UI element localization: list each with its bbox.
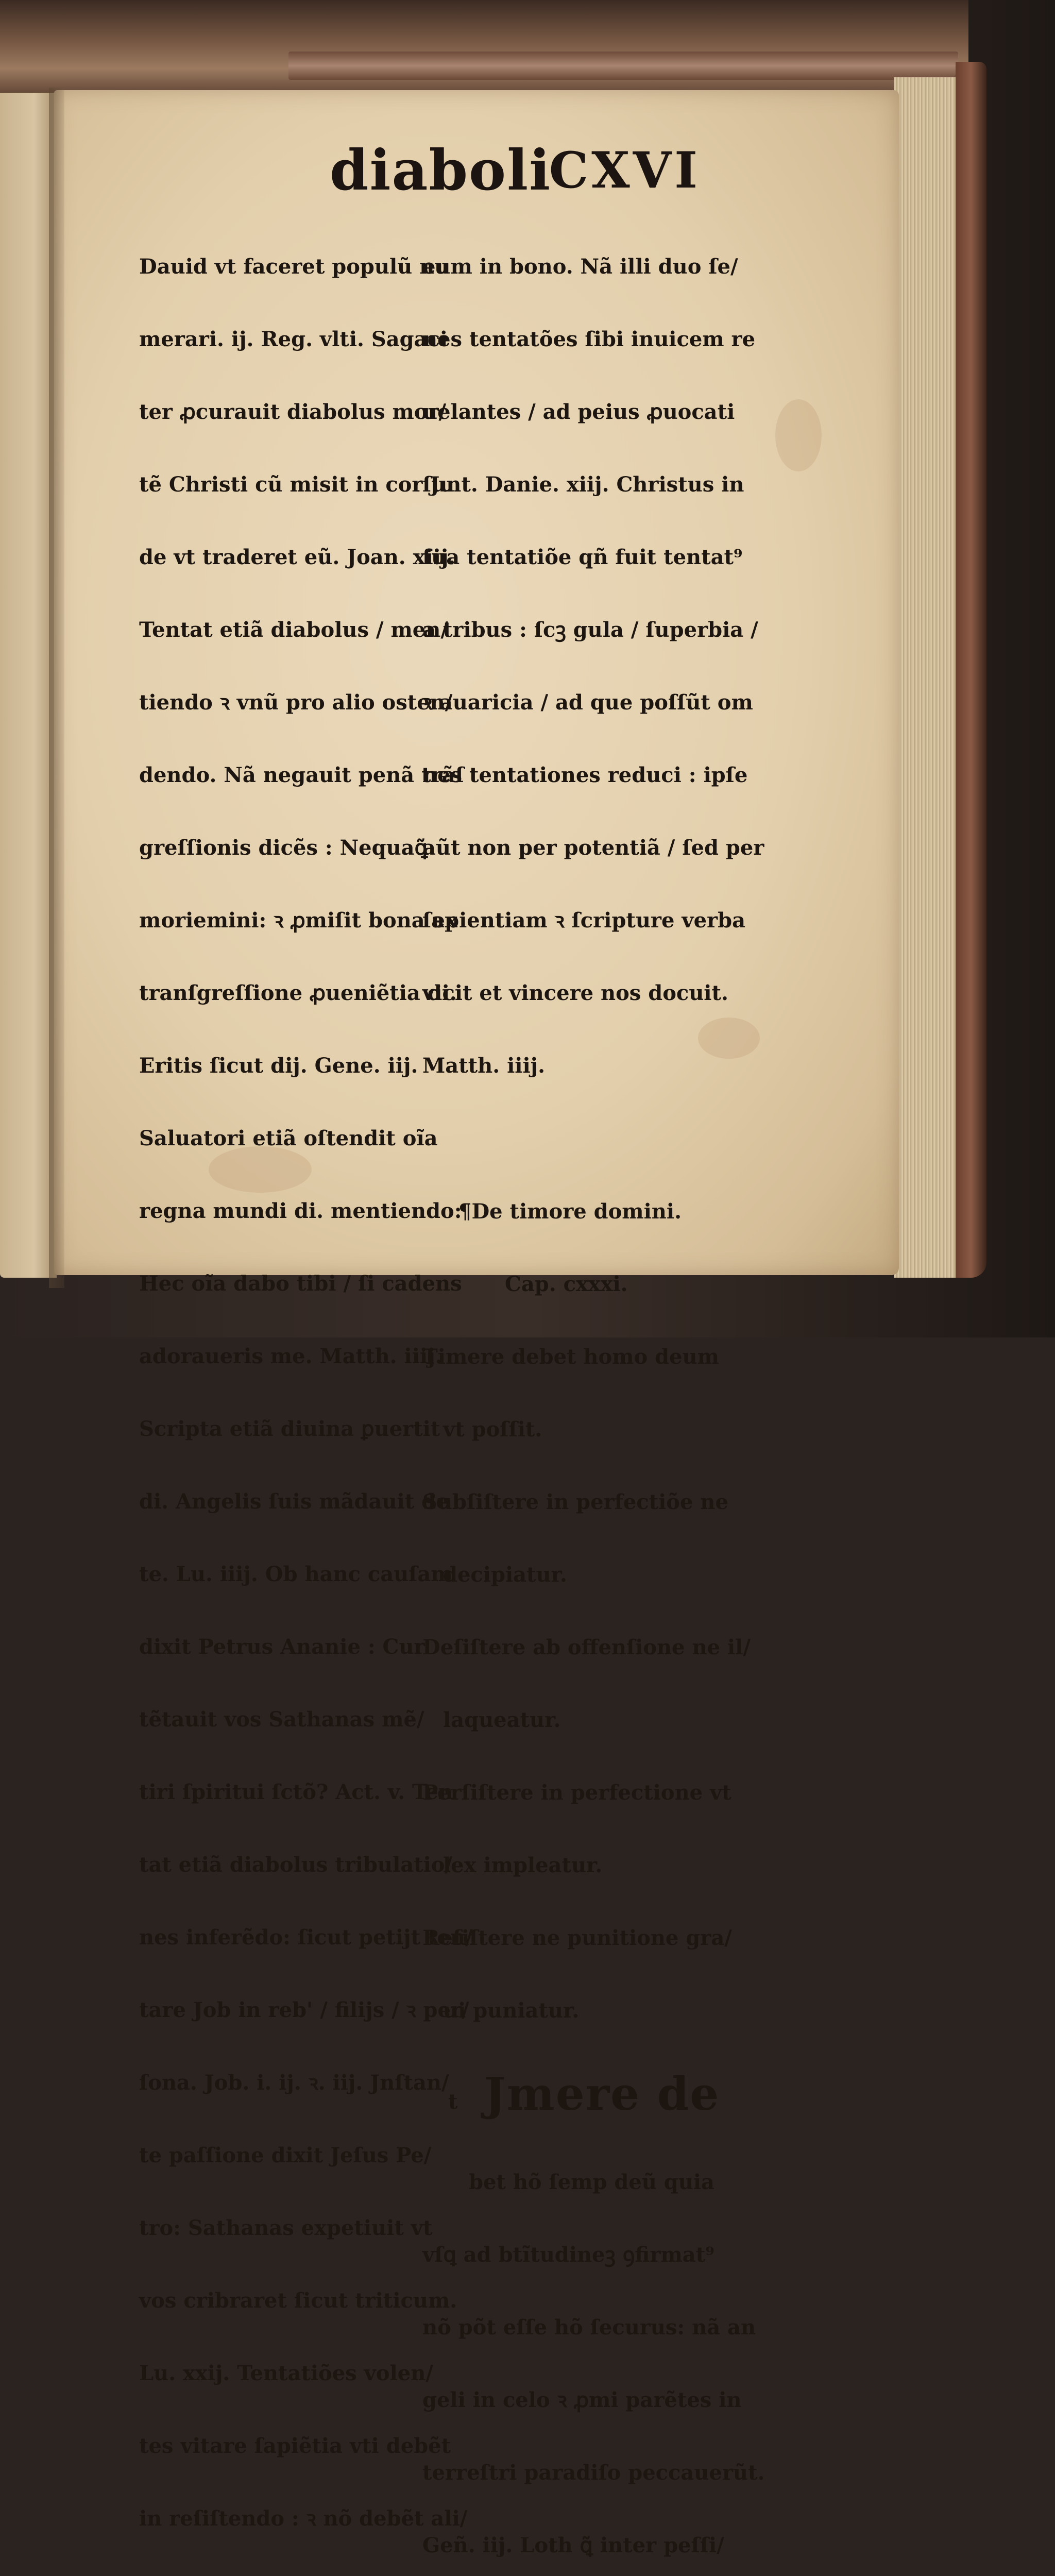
reason-line: Timere debet homo deum (422, 1345, 719, 1369)
text-line: terreſtri paradiſo peccauerũt. (422, 2461, 765, 2485)
text-line: Dauid vt faceret populũ nu (139, 255, 450, 279)
left-page-edge (0, 93, 57, 1278)
reason-line: Reſiſtere ne punitione gra/ (422, 1926, 732, 1950)
book-gutter (49, 88, 64, 1288)
text-line: ſua tentatiõe qñ fuit tentat⁹ (422, 545, 743, 569)
text-line: Matth. iiij. (422, 1054, 546, 1078)
text-line: ter ꝓcurauit diabolus mor/ (139, 400, 447, 424)
chapter-number: Cap. cxxxi. (505, 1272, 628, 1296)
text-line: Geñ. iij. Loth ꝗ̃ inter peſſi/ (422, 2533, 724, 2557)
book-cover-edge (956, 62, 986, 1278)
chapter-title: ¶De timore domini. (458, 1199, 682, 1224)
text-line: Tentat etiã diabolus / men/ (139, 618, 448, 642)
text-line: nes inferẽdo: ſicut petijt ten/ (139, 1925, 473, 1950)
paragraph-gap (422, 1126, 701, 1151)
text-line: de vt traderet eũ. Joan. xiij. (139, 545, 456, 569)
reason-line: lex impleatur. (443, 1853, 603, 1877)
text-line: aũt non per potentiã / ſed per (422, 836, 764, 860)
text-line: vicit et vincere nos docuit. (422, 981, 728, 1005)
text-line: dendo. Nã negauit penã trãſ (139, 763, 464, 787)
text-line: nes tentatões ſibi inuicem re (422, 327, 756, 351)
text-line: greſſionis dicẽs : Nequaꝗ̃ (139, 836, 428, 860)
reason-line: ui puniatur. (443, 1998, 580, 2023)
text-line: dixit Petrus Ananie : Cur (139, 1635, 425, 1659)
text-line: Scripta etiã diuina ꝑuertit (139, 1417, 440, 1441)
text-line: tiendo ꝛ vnũ pro alio osten/ (139, 690, 453, 715)
reason-line: laqueatur. (443, 1708, 561, 1732)
initial-word: Jmere de (484, 2067, 720, 2121)
initial-block (422, 2067, 720, 2122)
text-line: tare Job in reb' / filijs / ꝛ per/ (139, 1998, 469, 2022)
text-line: tiri ſpiritui ſctõ? Act. v. Ten (139, 1780, 453, 1804)
text-line: vos cribraret ſicut triticum. (139, 2289, 457, 2313)
foxing-stain (698, 1018, 760, 1059)
text-line: eum in bono. Nã illi duo ſe/ (422, 255, 738, 279)
text-line: uelantes / ad peius ꝓuocati (422, 400, 735, 424)
text-line: te. Lu. iiij. Ob hanc cauſam (139, 1562, 453, 1586)
folio-number: CXVI (549, 141, 701, 199)
book-binding-top (0, 0, 968, 98)
text-line: tat etiã diabolus tribulatio/ (139, 1853, 453, 1877)
text-line: a tribus : ſcꝫ gula / ſuperbia / (422, 618, 758, 642)
text-line: adoraueris me. Matth. iiij. (139, 1344, 443, 1368)
text-line: ꝛ auaricia / ad que poſſũt om (422, 690, 753, 715)
reason-line: decipiatur. (443, 1563, 567, 1587)
text-line: geli in celo ꝛ ꝓmi parẽtes in (422, 2388, 742, 2412)
text-line: te paſſione dixit Jeſus Pe/ (139, 2143, 432, 2167)
guide-letter: t (448, 2090, 458, 2114)
page-header (309, 138, 701, 205)
reason-line: Perſiſtere in perfectione vt (422, 1781, 731, 1805)
text-line: tẽtauit vos Sathanas mẽ/ (139, 1707, 424, 1732)
text-line: merari. ij. Reg. vlti. Sagaci (139, 327, 448, 351)
text-line: di. Angelis ſuis mãdauit de (139, 1489, 449, 1514)
text-line: bet hõ ſemp deũ quia (469, 2170, 714, 2194)
text-line: tẽ Christi cũ misit in cor Ju (139, 472, 455, 497)
text-line: Eritis ſicut dij. Gene. iij. (139, 1054, 418, 1078)
text-line: tro: Sathanas expetiuit vt (139, 2216, 433, 2240)
text-line: Hec oĩa dabo tibi / ſi cadens (139, 1272, 462, 1296)
text-line: Lu. xxij. Tentatiões volen/ (139, 2361, 433, 2385)
text-line: ſunt. Danie. xiij. Christus in (422, 472, 744, 497)
foxing-stain (775, 399, 822, 471)
text-line: in reſiſtendo : ꝛ nõ debẽt ali/ (139, 2506, 468, 2531)
text-line: nõ põt eſſe hõ ſecurus: nã an (422, 2315, 756, 2340)
text-line: tes vitare ſapiẽtia vti debẽt (139, 2434, 451, 2458)
text-line: regna mundi di. mentiendo: (139, 1199, 462, 1223)
text-line: vſꝗ ad btĩtudineꝫ ꝯfirmat⁹ (422, 2243, 714, 2267)
text-line: moriemini: ꝛ ꝓmiſit bona ex (139, 908, 457, 933)
left-text-column (139, 206, 473, 2576)
binding-leather-strip (288, 52, 958, 80)
reason-line: Subſiſtere in perfectiõe ne (422, 1490, 728, 1514)
running-head: diaboli (330, 138, 552, 203)
right-text-column (422, 206, 765, 2576)
text-line: ſona. Job. i. ij. ꝛ. iij. Jnſtan/ (139, 2071, 449, 2095)
text-line: Saluatori etiã oſtendit oĩa (139, 1126, 438, 1150)
text-line: ſapientiam ꝛ ſcripture verba (422, 908, 746, 933)
text-line: nes tentationes reduci : ipſe (422, 763, 748, 787)
reason-line: vt poſſit. (443, 1417, 542, 1442)
reason-line: Deſiſtere ab offenſione ne il/ (422, 1635, 751, 1659)
text-line: tranſgreſſione ꝓueniẽtia di. (139, 981, 457, 1005)
